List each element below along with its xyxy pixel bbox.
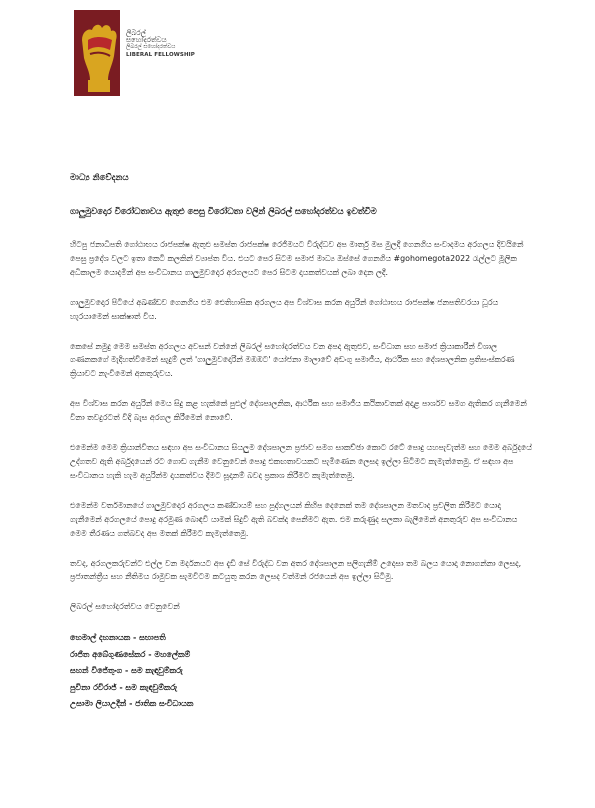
signatory: පුවිනා රවිරාජ් - සම කැඳවුම්කරු xyxy=(70,682,178,692)
raised-fist-icon xyxy=(74,10,120,96)
logo-line-3: ලිබරල් සහෝදරත්වය xyxy=(126,44,176,51)
logo-line-2: සහෝදරත්වය xyxy=(126,36,167,45)
logo-brand-name: LIBERAL FELLOWSHIP xyxy=(126,51,195,58)
paragraph: අප විශ්වාස කරන අයුරින් මෙය සිදු කළ හැක්කේ පුළුල් දේශපාලනික, ආර්ථික සහ සමාජීය කථිකාවතක් අදාළ පාර්ශව සමග ඇතිකර ගැනීමෙන් විනා තවදුරටත් විදි බැස අරගල කිරීමෙන් නොවේ. xyxy=(70,399,527,423)
signatory: රාජිත අබේගුණසේකර - මහලේකම් xyxy=(70,649,191,659)
logo-text xyxy=(126,30,195,59)
signatory: උසාමා ලියාඋදීන් - ජාතික සංවිධායක xyxy=(70,699,194,709)
signature-line: ලිබරල් සහෝදරත්වය වෙනුවෙන් xyxy=(70,602,180,612)
signatory: හෙමාල් දහනායක - සභාපති xyxy=(70,633,166,643)
paragraph: කෙසේ නමුදු මෙම සමස්ත අරගලය අවසන් වන්නේ ලිබරල් සහෝදරත්වය වන අපද ඇතුළුව, සංවිධාන සහ සමාජ ක්‍රියාකාරීන් විශාල ගණනකගේ මැදිහත්වීමෙන් සැදුම් ලත් 'ගාලුමුවදොරින් මඹඹට' යෝජනා මාලාවේ අඩංගු සමාජීය, ආර්ථික සහ දේශපාලනික ප්‍රතිසංස්කරණ ක්‍රියාවට නැංවීමෙන් අනතුරුවය. xyxy=(70,341,515,379)
paragraph: එමෙන්ම මෙම ක්‍රියාන්විතය සඳහා අප සංවිධානය සියලුම දේශපාලන ප්‍රජාව සමග සාකච්ඡා කොට රටේ පොදු යහපැවැත්ම සහ මෙම අර්බුදයේ උද්ගතව ඇති අර්බුදයෙන් රට ගොඩ ගැනීම වෙනුවෙන් පොදු එකඟතාවයකට පැමිණෙන ලෙසද ඉල්ලා සිටිමට කැමැත්තෙමු. ඒ සඳහා අප සංවිධානය හැකි හැම අයුරින්ම දායකත්වය දීමට සූදානම් බවද ප්‍රකාශ කිරීමට කැමැත්තෙමු. xyxy=(70,443,532,480)
paragraph: හිටපු ජනාධිපති ගෝඨාභය රාජපක්ෂ ඇතුළු සමස්ත රාජපක්ෂ රෙජිමයට විරුද්ධව අප මාර්තු මස මුලදී ගෙනගිය සංවාදමය අරගලය දිවයිනේ පෙසු ප්‍රදේශ වලට ඉතා කෙටි කලකින් ව්‍යාප්ත විය. එයට පෙර සිටම සමාජ මාධ්‍ය ඔස්සේ ගෙනගිය #gohomegota2022 රැල්ලට මූලික අධිකාලම යොදමින් අප සංවිධානය ගාලුමුවදොර අරගලයට පෙර සිටම දායකත්වයක් ලබා දෙන ලදී. xyxy=(70,240,524,277)
document-subject: ගාලුමුවදොර විරෝධතාවය ඇතුළු පෙසු විරෝධතා වලින් ලිබරල් සහෝදරත්වය ඉවත්වීම xyxy=(70,206,377,216)
document-heading: මාධ්‍ය නිවේදනය xyxy=(70,173,129,183)
signatory-list xyxy=(70,630,532,713)
press-release-body xyxy=(70,172,532,713)
signatory: සහන් විජේතුංග - සම කැඳවුම්කරු xyxy=(70,666,183,676)
paragraph: ගාලුමුවදොර පිටියේ අඛණ්ඩව ගෙනගිය එම ඓතිහාසික අරගලය අප විශ්වාස කරන අයුරින් ගෝඨාභය රාජපක්ෂ ජනපතිවරයා ධූරය හැරයාමෙන් සාක්ෂාත් විය. xyxy=(70,297,499,321)
logo-line-1: ලිබරල් xyxy=(126,29,146,37)
liberal-fellowship-logo xyxy=(74,10,214,105)
paragraph: එමෙන්ම වර්තමානයේ ගාලුමුවදොර අරගලය කණ්ඩායම් සහ පුද්ගලයන් කිහිප දෙනෙක් තම දේශපාලන මතවාද ප්‍රචලිත කිරීමට යොදා ගැනීමෙන් අරගලයේ පොදු අරමුණ බොඳවී යාමක් සිදුවී ඇති බවක්ද පෙනීමට ඇත. එම කරුණුද සලකා බැලීමෙන් අනතුරුව අප සංවිධානය මෙම තීරණය ගත්බවද අප මතක් කිරීමට කැමැත්තෙමු. xyxy=(70,500,518,538)
paragraph: තවද, අරගලකරුවන්ට එල්ල වන මර්දනයට අප දැඩි සේ විරුද්ධ වන අතර දේශපාලන පලිගැනීම් උදෙසා තම බලය යොදා නොගන්නා ලෙසද, ප්‍රජාතන්ත්‍රීය සහ නීතිමය රාමුවක සැමවිටම කටයුතු කරන ලෙසද වත්මන් රජයෙන් අප ඉල්ලා සිටිමු. xyxy=(70,558,522,582)
